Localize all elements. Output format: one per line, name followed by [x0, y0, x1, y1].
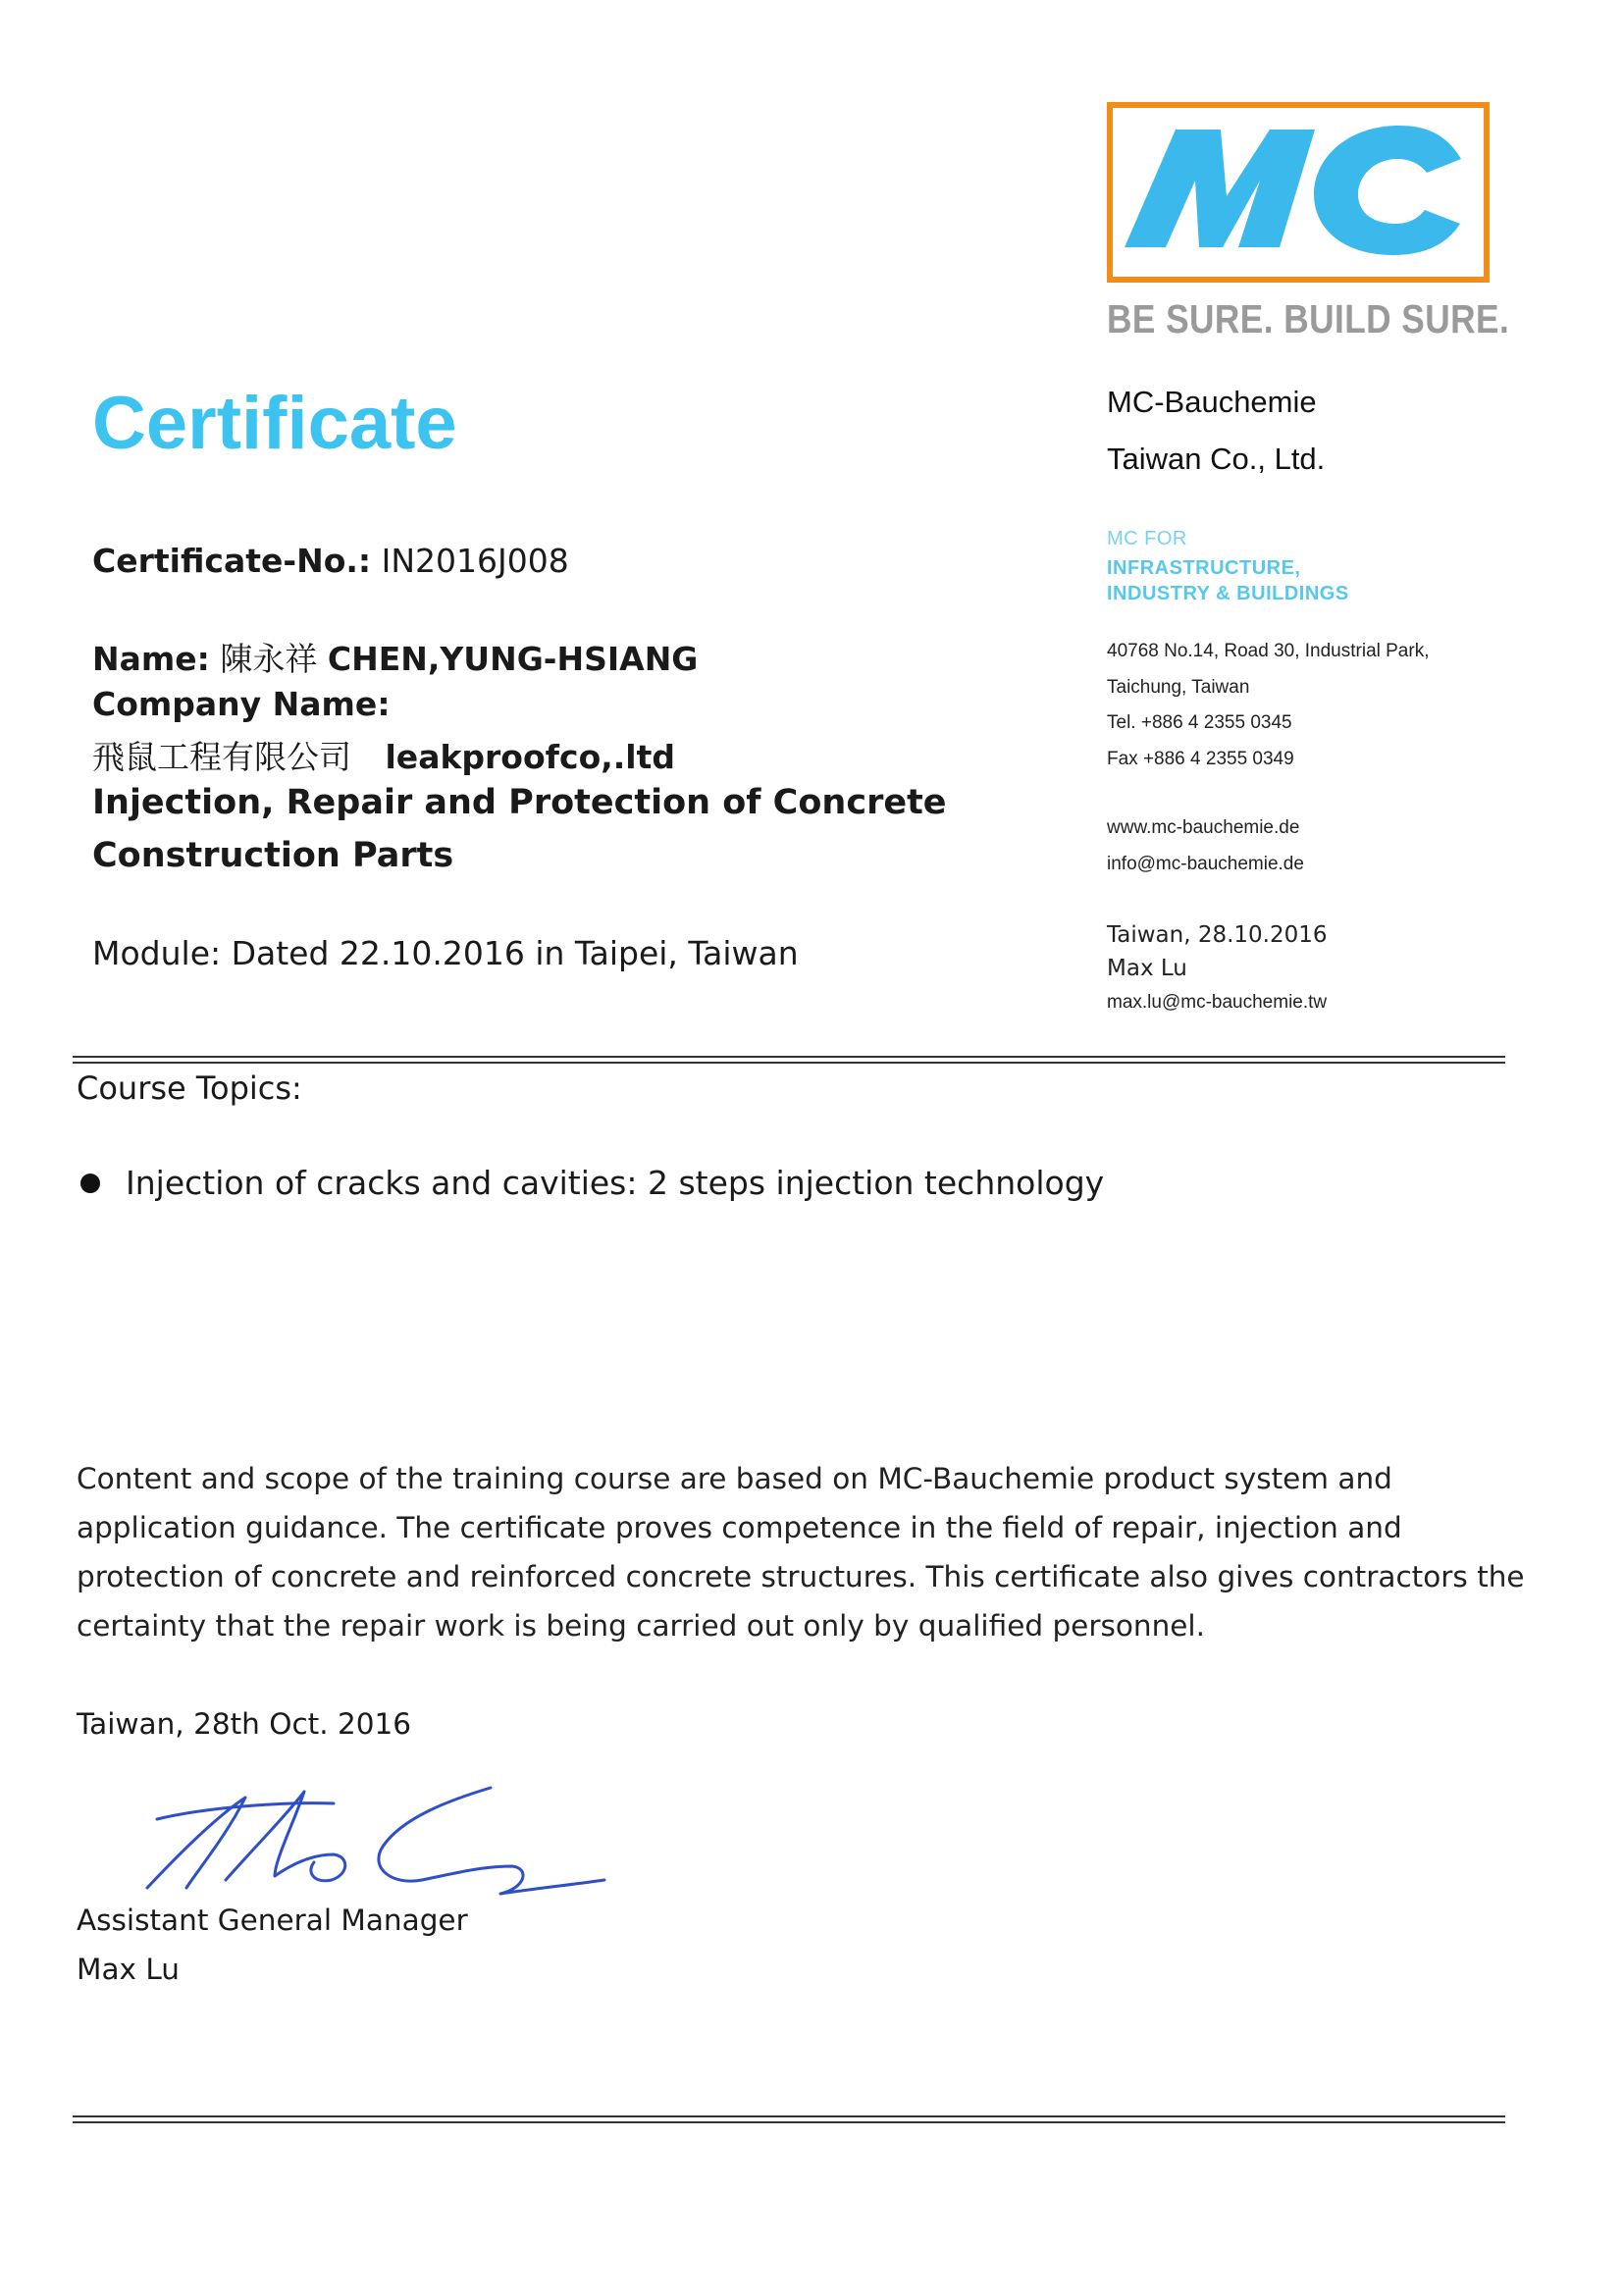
company-chinese: 飛鼠工程有限公司 [92, 738, 351, 776]
signatory-title: Assistant General Manager [77, 1904, 468, 1937]
signature-place-date: Taiwan, 28th Oct. 2016 [77, 1707, 412, 1741]
address-block [1107, 634, 1429, 777]
topic-item: Injection of cracks and cavities: 2 steps injection technology [126, 1164, 1105, 1202]
address-line1: 40768 No.14, Road 30, Industrial Park, [1107, 641, 1430, 661]
holder-name [92, 634, 698, 680]
issuer-place-date: Taiwan, 28.10.2016 [1107, 922, 1328, 948]
website-link[interactable]: www.mc-bauchemie.de [1107, 817, 1300, 838]
bullet-icon [80, 1174, 100, 1193]
sector-line2: INDUSTRY & BUILDINGS [1107, 583, 1349, 604]
mc-for-label: MC FOR [1107, 528, 1187, 549]
certificate-number-label: Certificate-No.: [92, 542, 372, 580]
signatory-name: Max Lu [77, 1953, 180, 1986]
certificate-title: Certificate [92, 382, 457, 465]
issuer-company-line1: MC-Bauchemie [1107, 385, 1317, 419]
logo-letter-m [1125, 130, 1315, 247]
company-name [92, 732, 675, 778]
logo-slogan: BE SURE. BUILD SURE. [1107, 296, 1510, 341]
address-line2: Taichung, Taiwan [1107, 676, 1250, 698]
name-label: Name: [92, 640, 210, 678]
name-chinese: 陳永祥 [220, 640, 318, 678]
scope-paragraph: Content and scope of the training course are based on MC-Bauchemie product system and application guidance. The certificate proves competence in the field of repair, injection and protection of concrete and reinforced concrete structures. This certificate also gives contractors the certainty that the repair work is being carried out only by qualified personnel. [77, 1462, 1525, 1643]
divider-bottom-b [73, 2121, 1505, 2123]
course-title-line2: Construction Parts [92, 836, 454, 875]
module-line: Module: Dated 22.10.2016 in Taipei, Taiwan [92, 934, 799, 972]
email-link[interactable]: info@mc-bauchemie.de [1107, 853, 1304, 874]
mc-logo [1107, 102, 1490, 283]
divider-top-b [73, 1062, 1505, 1064]
issuer-company-line2: Taiwan Co., Ltd. [1107, 442, 1326, 476]
logo-letter-c [1314, 126, 1461, 255]
certificate-number-value: IN2016J008 [381, 542, 569, 580]
certificate-number [92, 542, 569, 580]
company-label: Company Name: [92, 685, 391, 723]
tel: Tel. +886 4 2355 0345 [1107, 712, 1292, 733]
fax: Fax +886 4 2355 0349 [1107, 748, 1294, 769]
divider-top-a [73, 1056, 1505, 1058]
divider-bottom-a [73, 2115, 1505, 2117]
company-latin: leakproofco,.ltd [385, 738, 676, 776]
contact-web-block [1107, 810, 1304, 882]
issuer-contact-name: Max Lu [1107, 956, 1187, 981]
course-title-line1: Injection, Repair and Protection of Concrete [92, 783, 947, 822]
sector-line1: INFRASTRUCTURE, [1107, 557, 1301, 579]
course-topics-heading: Course Topics: [77, 1070, 302, 1107]
issuer-contact-email[interactable]: max.lu@mc-bauchemie.tw [1107, 992, 1328, 1013]
name-latin: CHEN,YUNG-HSIANG [327, 640, 699, 678]
